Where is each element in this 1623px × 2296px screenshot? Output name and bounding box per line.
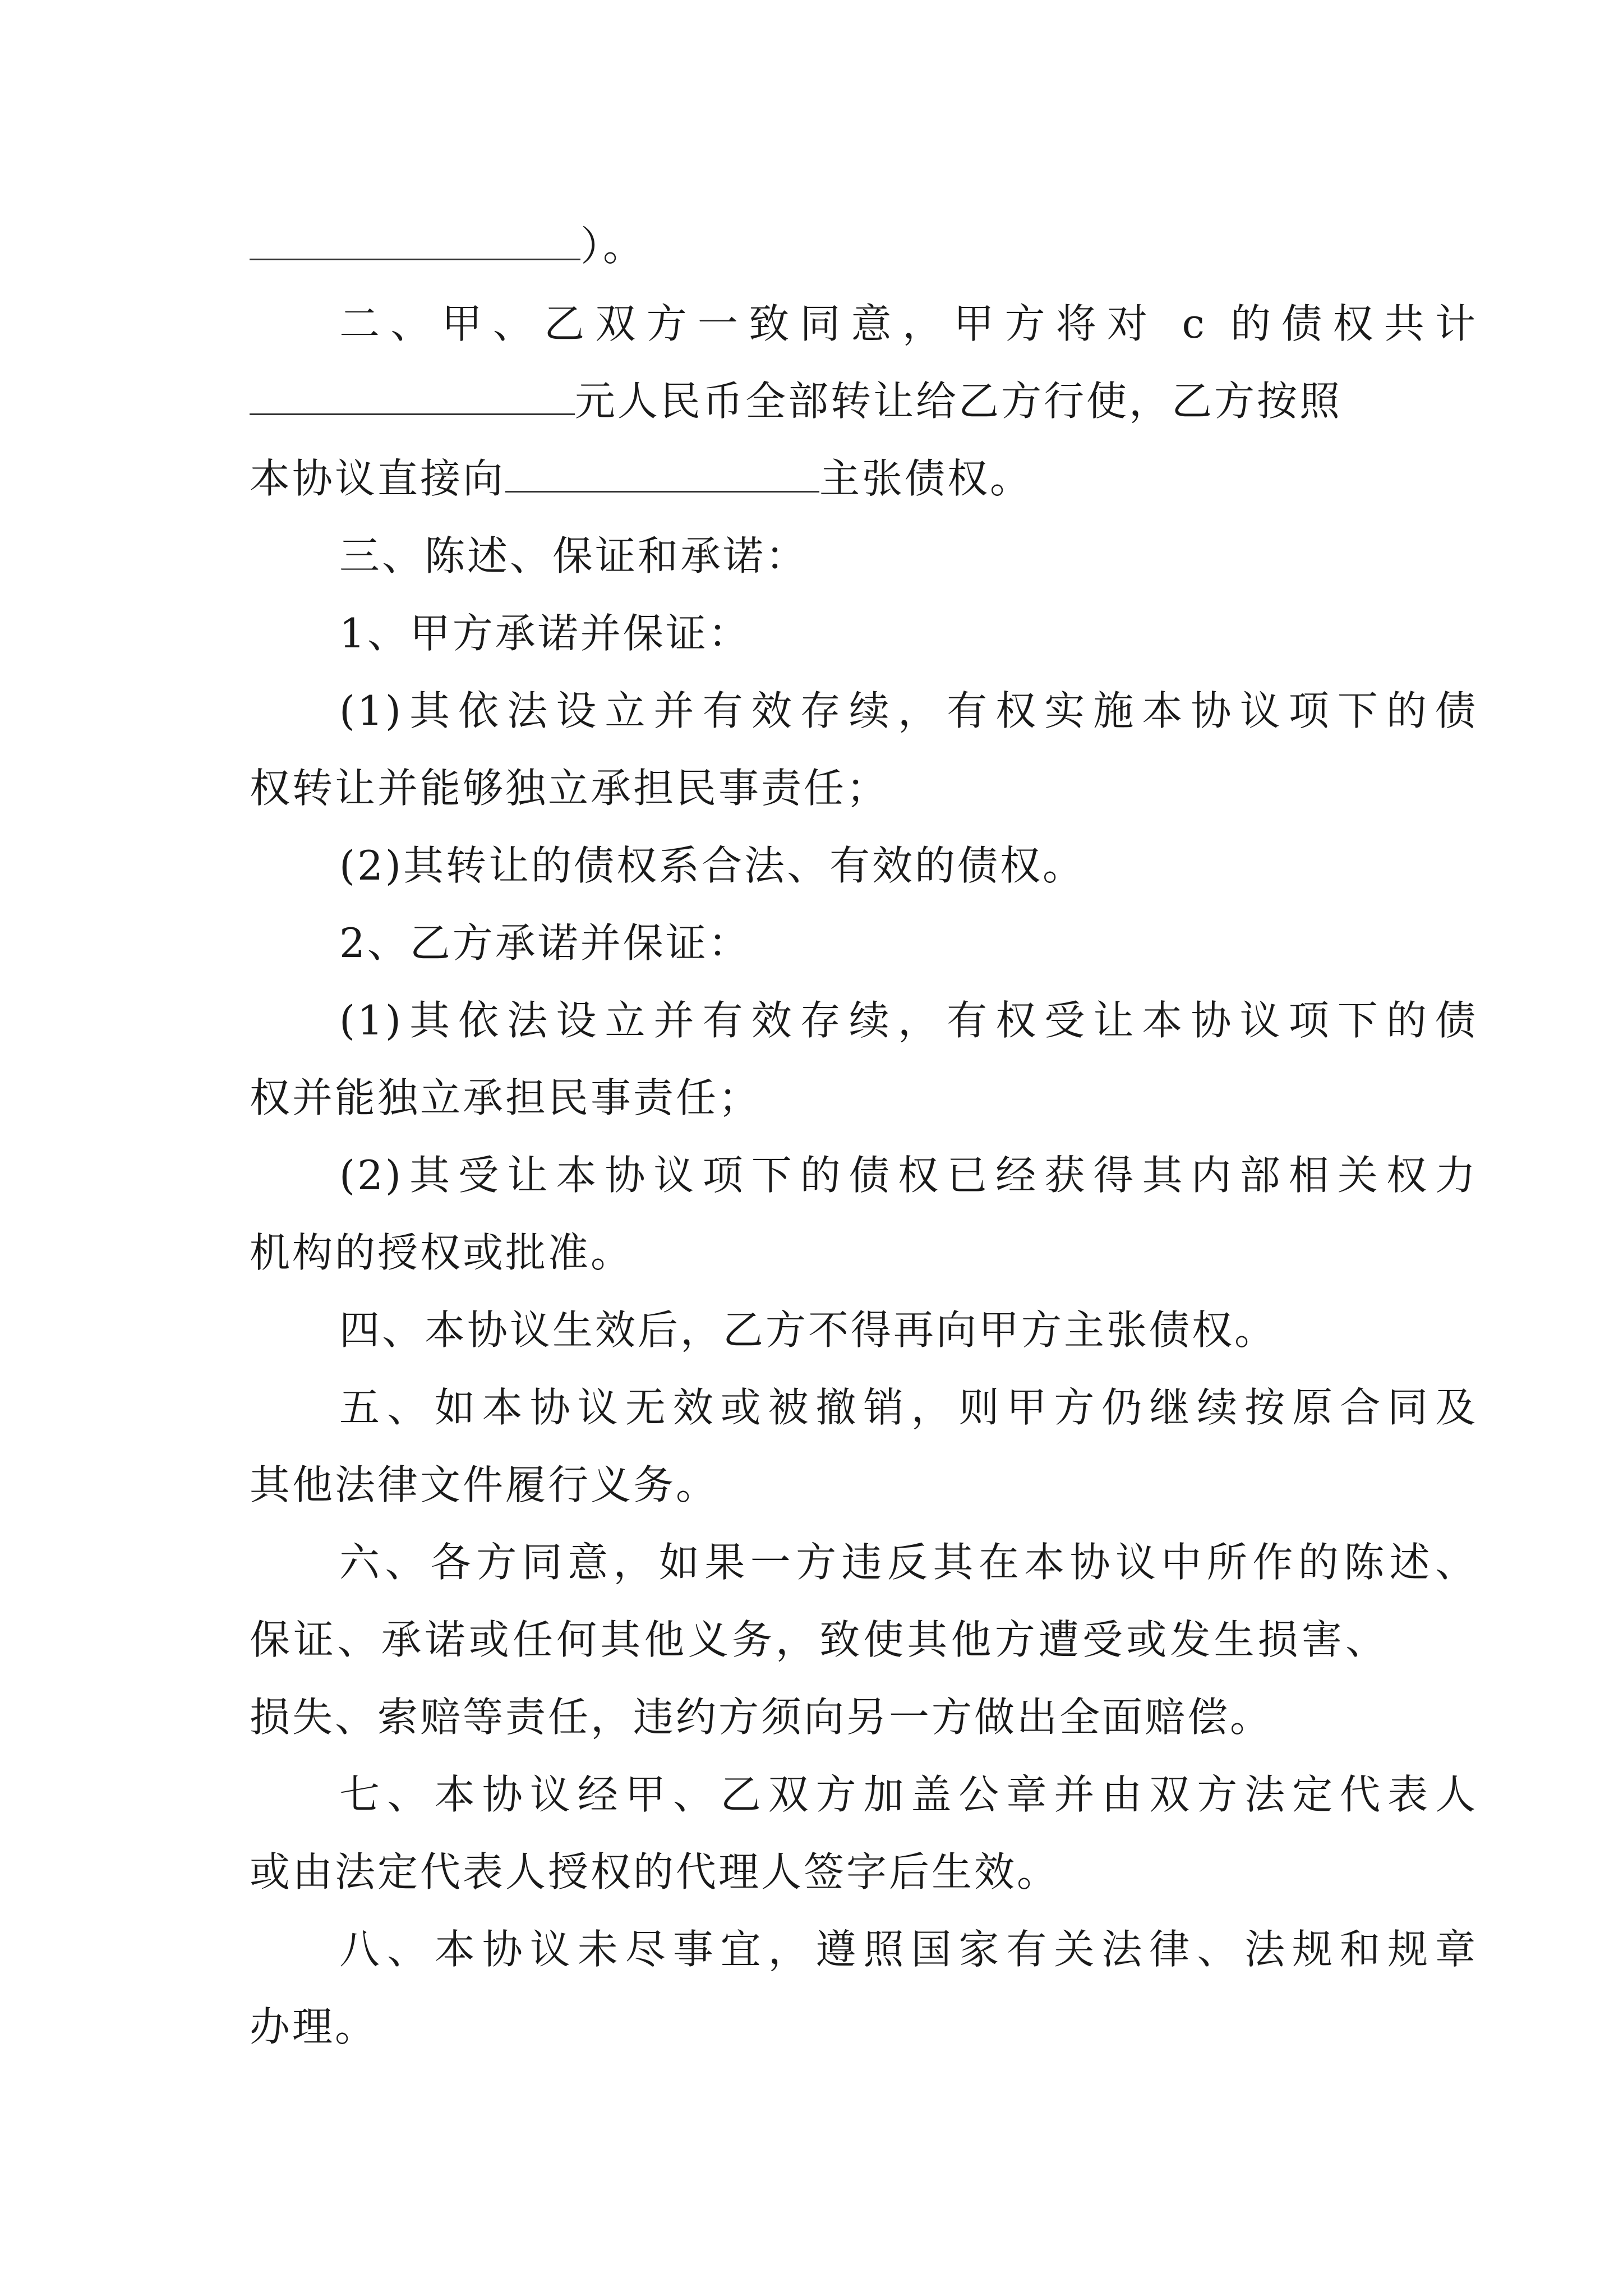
sub-clause-heading: 2、乙方承诺并保证： [339, 919, 751, 967]
paragraph-line: (1)其依法设立并有效存续，有权实施本协议项下的债 [339, 687, 1478, 734]
paragraph-line: 权并能独立承担民事责任； [250, 1074, 762, 1121]
paragraph-line: 本协议直接向 主张债权。 [250, 455, 1033, 502]
paragraph-line: (2)其转让的债权系合法、有效的债权。 [339, 842, 1085, 889]
clause-six-line: 六、各方同意，如果一方违反其在本协议中所作的陈述、 [339, 1539, 1478, 1586]
paragraph-line: (2)其受让本协议项下的债权已经获得其内部相关权力 [339, 1152, 1478, 1199]
clause-eight-line: 八、本协议未尽事宜，遵照国家有关法律、法规和规章 [339, 1926, 1478, 1973]
paragraph-line: 机构的授权或批准。 [250, 1229, 634, 1276]
paragraph-line: 办理。 [250, 2003, 378, 2050]
clause-four: 四、本协议生效后，乙方不得再向甲方主张债权。 [339, 1306, 1278, 1354]
paragraph-line: 损失、索赔等责任，违约方须向另一方做出全面赔偿。 [250, 1694, 1273, 1741]
debtor-blank [505, 458, 819, 493]
paragraph-line: 其他法律文件履行义务。 [250, 1461, 719, 1508]
amount-blank [250, 381, 575, 415]
clause-seven-line: 七、本协议经甲、乙双方加盖公章并由双方法定代表人 [339, 1771, 1478, 1818]
clause-three-heading: 三、陈述、保证和承诺： [339, 532, 809, 579]
sub-clause-heading: 1、甲方承诺并保证： [339, 610, 751, 657]
paragraph-line: 保证、承诺或任何其他义务，致使其他方遭受或发生损害、 [250, 1616, 1388, 1663]
paragraph-line: 或由法定代表人授权的代理人签字后生效。 [250, 1848, 1060, 1895]
fill-in-blank [250, 226, 580, 260]
paragraph-line: ）。 [250, 208, 1388, 285]
paragraph-line: (1)其依法设立并有效存续，有权受让本协议项下的债 [339, 997, 1478, 1044]
clause-five-line: 五、如本协议无效或被撤销，则甲方仍继续按原合同及 [339, 1384, 1478, 1431]
paragraph-line: 权转让并能够独立承担民事责任； [250, 765, 889, 812]
clause-two-line: 二、甲、乙双方一致同意，甲方将对 c 的债权共计 [339, 300, 1478, 347]
document-body [250, 208, 1478, 2065]
paragraph-line: 元人民币全部转让给乙方行使，乙方按照 [250, 362, 1388, 440]
